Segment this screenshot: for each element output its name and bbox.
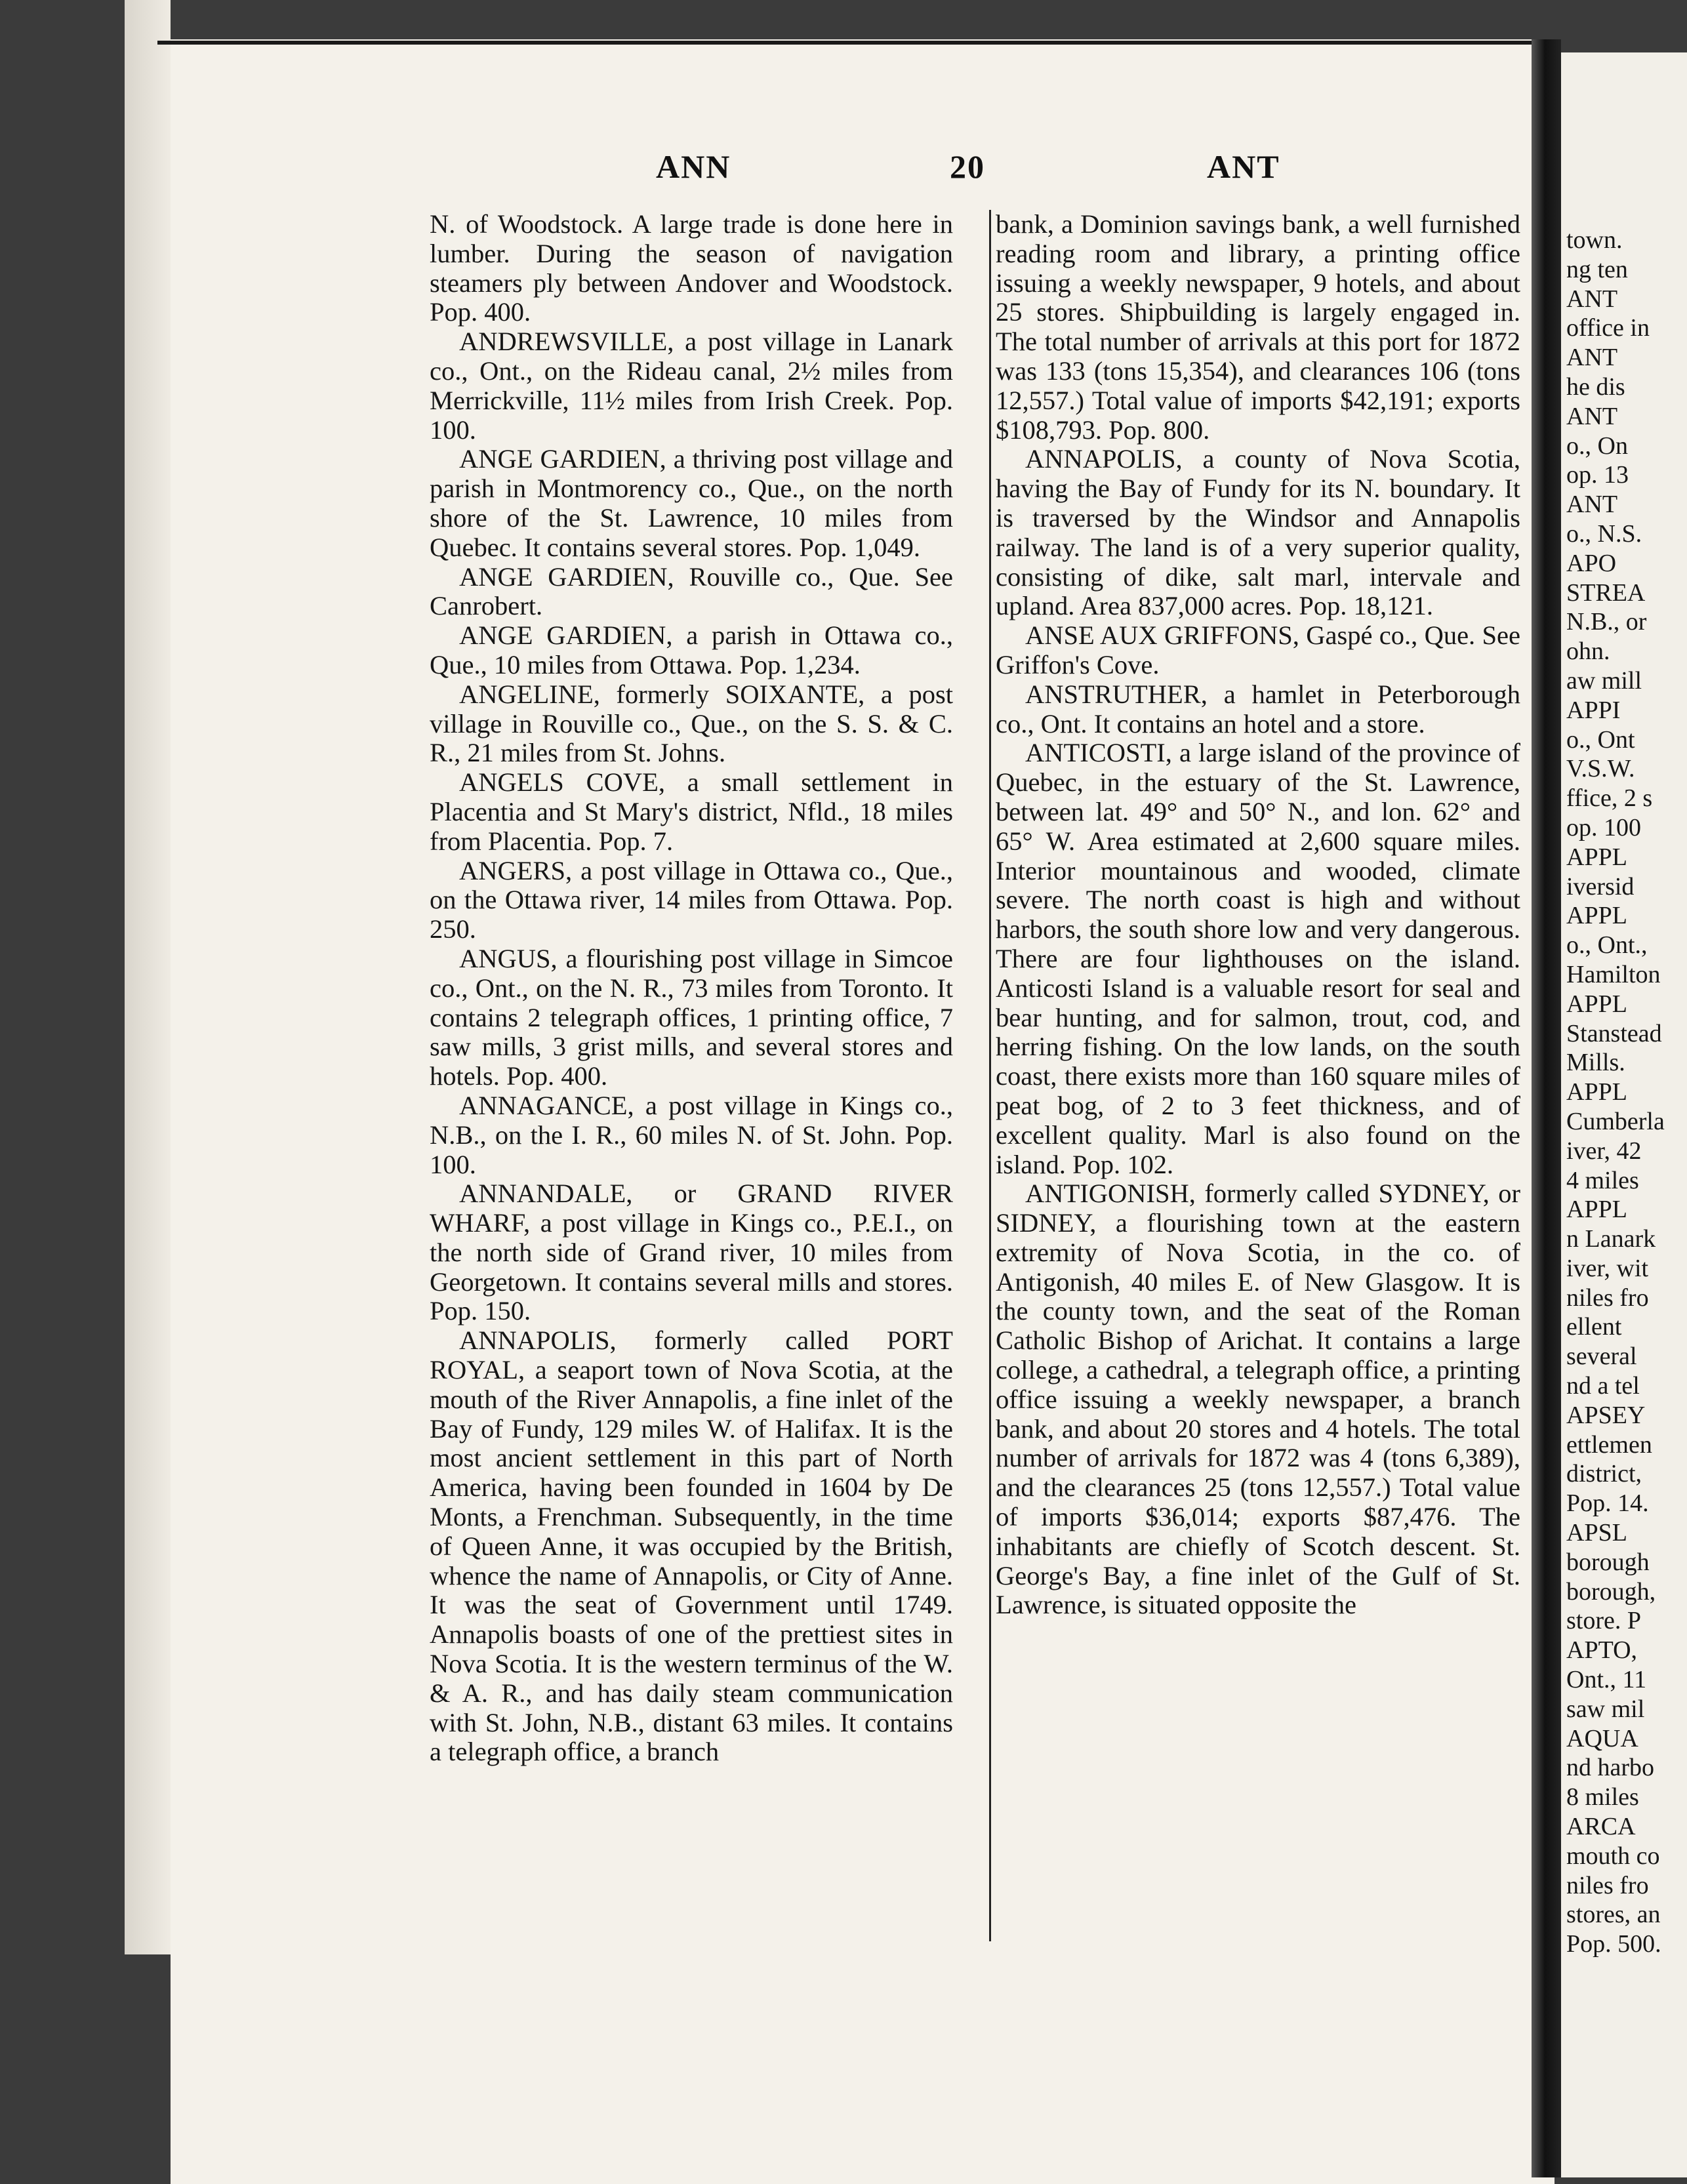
- next-page-fragment: ohn.: [1566, 637, 1610, 666]
- page-edge-shadow: [125, 0, 171, 1954]
- next-page-fragment: V.S.W.: [1566, 755, 1635, 783]
- gazetteer-entry: ANNANDALE, or GRAND RIVER WHARF, a post village in Kings co., P.E.I., on the north side of Grand river, 10 miles from Georgetown. It contains several mills and stores. Pop. 150.: [430, 1179, 953, 1326]
- next-page-fragment: op. 13: [1566, 461, 1629, 489]
- next-page-fragment: o., Ont.,: [1566, 931, 1648, 960]
- next-page-fragment: N.B., or: [1566, 608, 1647, 636]
- next-page-fragment: nd harbo: [1566, 1754, 1655, 1782]
- next-page-fragment: STREA: [1566, 578, 1646, 607]
- book-gutter-shadow: [1532, 39, 1561, 2177]
- running-head-left: ANN: [656, 148, 731, 185]
- next-page-fragment: Mills.: [1566, 1049, 1625, 1077]
- next-page-fragment: APSEY: [1566, 1401, 1646, 1429]
- gazetteer-entry: ANDREWSVILLE, a post village in Lanark co., Ont., on the Rideau canal, 2½ miles from Merrickville, 11½ miles from Irish Creek. Pop. 100.: [430, 327, 953, 445]
- gazetteer-entry: ANGERS, a post village in Ottawa co., Que., on the Ottawa river, 14 miles from Ottawa. Pop. 250.: [430, 855, 953, 944]
- next-page-fragment: iversid: [1566, 872, 1635, 900]
- gazetteer-entry: ANTICOSTI, a large island of the province of Quebec, in the estuary of the St. Lawrence, between lat. 49° and 50° N., and lon. 62° and 65° W. Area estimated at 2,600 square miles. Interior mountainous and wooded, climate severe. The north coast is high and without harbors, the south shore low and very dangerous. There are four lighthouses on the island. Anticosti Island is a valuable resort for seal and bear hunting, and for salmon, trout, cod, and herring fishing. On the low lands, on the south coast, there exists more than 160 square miles of peat bog, of 2 to 3 feet thickness, and of excellent quality. Marl is also found on the island. Pop. 102.: [996, 738, 1520, 1179]
- next-page-fragment: office in: [1566, 314, 1650, 342]
- next-page-fragment: several: [1566, 1343, 1637, 1371]
- next-page-fragment: ANT: [1566, 285, 1618, 313]
- running-head-right: ANT: [1207, 148, 1280, 185]
- next-page-fragment: APPL: [1566, 1078, 1627, 1106]
- gazetteer-entry: ANTIGONISH, formerly called SYDNEY, or SIDNEY, a flourishing town at the eastern extremity of Nova Scotia, in the co. of Antigonish, 40 miles E. of New Glasgow. It is the county town, and the seat of the Roman Catholic Bishop of Arichat. It contains a large college, a cathedral, a telegraph office, a printing office issuing a weekly newspaper, a branch bank, and about 20 stores and 4 hotels. The total number of arrivals for 1872 was 4 (tons 6,389), and the clearances 25 (tons 12,557.) Total value of imports $36,014; exports $87,476. The inhabitants are chiefly of Scotch descent. St. George's Bay, a fine inlet of the Gulf of St. Lawrence, is situated opposite the: [996, 1179, 1520, 1620]
- next-page-fragment: ellent: [1566, 1313, 1622, 1341]
- gazetteer-entry: ANGE GARDIEN, Rouville co., Que. See Canrobert.: [430, 561, 953, 621]
- next-page-fragment: ANT: [1566, 344, 1618, 372]
- next-page-fragment: ettlemen: [1566, 1430, 1652, 1459]
- next-page-fragment: Cumberla: [1566, 1107, 1665, 1135]
- next-page-fragment: n Lanark: [1566, 1225, 1656, 1253]
- next-page-fragment: 8 miles: [1566, 1783, 1639, 1811]
- next-page-fragments: [1566, 226, 1665, 1959]
- next-page-fragment: ANT: [1566, 402, 1618, 430]
- next-page-fragment: nd a tel: [1566, 1372, 1640, 1400]
- next-page-fragment: o., Ont: [1566, 725, 1635, 754]
- gazetteer-entry: ANNAPOLIS, formerly called PORT ROYAL, a seaport town of Nova Scotia, at the mouth of the River Annapolis, a fine inlet of the Bay of Fundy, 129 miles W. of Halifax. It is the most ancient settlement in this part of North America, having been founded in 1604 by De Monts, a Frenchman. Subsequently, in the time of Queen Anne, it was occupied by the British, whence the name of Annapolis, or City of Anne. It was the seat of Government until 1749. Annapolis boasts of one of the prettiest sites in Nova Scotia. It is the western terminus of the W. & A. R., and has daily steam communication with St. John, N.B., distant 63 miles. It contains a telegraph office, a branch: [430, 1325, 953, 1767]
- left-text-column: [430, 210, 953, 1767]
- page-number: 20: [950, 148, 985, 185]
- next-page-fragment: iver, wit: [1566, 1254, 1649, 1282]
- next-page-fragment: ANT: [1566, 491, 1618, 519]
- next-page-fragment: o., N.S.: [1566, 519, 1642, 548]
- next-page-fragment: iver, 42: [1566, 1137, 1642, 1165]
- next-page-fragment: APPL: [1566, 902, 1627, 930]
- next-page-fragment: Pop. 14.: [1566, 1489, 1649, 1518]
- top-edge-rule: [157, 41, 1561, 45]
- next-page-fragment: mouth co: [1566, 1842, 1660, 1870]
- next-page-fragment: APPL: [1566, 843, 1627, 871]
- gazetteer-entry: ANNAPOLIS, a county of Nova Scotia, having the Bay of Fundy for its N. boundary. It is traversed by the Windsor and Annapolis railway. The land is of a very superior quality, consisting of dike, salt marl, intervale and upland. Area 837,000 acres. Pop. 18,121.: [996, 444, 1520, 621]
- next-page-fragment: AQUA: [1566, 1724, 1638, 1752]
- gazetteer-entry: ANGUS, a flourishing post village in Simcoe co., Ont., on the N. R., 73 miles from Toronto. It contains 2 telegraph offices, 1 printing office, 7 saw mills, 3 grist mills, and several stores and hotels. Pop. 400.: [430, 943, 953, 1091]
- next-page-edge: [1561, 52, 1687, 2177]
- gazetteer-entry: ANGE GARDIEN, a thriving post village and parish in Montmorency co., Que., on the north shore of the St. Lawrence, 10 miles from Quebec. It contains several stores. Pop. 1,049.: [430, 444, 953, 562]
- next-page-fragment: borough,: [1566, 1577, 1656, 1606]
- gazetteer-entry: N. of Woodstock. A large trade is done here in lumber. During the season of navigation steamers ply between Andover and Woodstock. Pop. 400.: [430, 209, 953, 327]
- gazetteer-entry: ANGELINE, formerly SOIXANTE, a post village in Rouville co., Que., on the S. S. & C. R., 21 miles from St. Johns.: [430, 679, 953, 768]
- next-page-fragment: APSL: [1566, 1519, 1627, 1547]
- next-page-fragment: he dis: [1566, 373, 1625, 401]
- next-page-fragment: saw mil: [1566, 1695, 1645, 1723]
- next-page-fragment: APTO,: [1566, 1636, 1638, 1665]
- right-text-column: [996, 210, 1520, 1620]
- next-page-fragment: borough: [1566, 1548, 1650, 1576]
- next-page-fragment: stores, an: [1566, 1901, 1661, 1929]
- next-page-fragment: aw mill: [1566, 666, 1642, 695]
- gazetteer-entry: bank, a Dominion savings bank, a well furnished reading room and library, a printing office issuing a weekly newspaper, 9 hotels, and about 25 stores. Shipbuilding is largely engaged in. The total number of arrivals at this port for 1872 was 133 (tons 15,354), and clearances 106 (tons 12,557.) Total value of imports $42,191; exports $108,793. Pop. 800.: [996, 209, 1520, 445]
- next-page-fragment: Hamilton: [1566, 960, 1661, 988]
- next-page-fragment: APPI: [1566, 696, 1621, 724]
- gazetteer-entry: ANGE GARDIEN, a parish in Ottawa co., Que., 10 miles from Ottawa. Pop. 1,234.: [430, 620, 953, 679]
- next-page-fragment: Ont., 11: [1566, 1666, 1647, 1694]
- next-page-fragment: APPL: [1566, 990, 1627, 1018]
- gazetteer-entry: ANSE AUX GRIFFONS, Gaspé co., Que. See Griffon's Cove.: [996, 620, 1520, 679]
- next-page-fragment: APPL: [1566, 1196, 1627, 1224]
- next-page-fragment: ARCA: [1566, 1813, 1636, 1841]
- next-page-fragment: niles fro: [1566, 1871, 1649, 1899]
- next-page-fragment: 4 miles: [1566, 1166, 1639, 1194]
- next-page-fragment: niles fro: [1566, 1284, 1649, 1312]
- next-page-fragment: district,: [1566, 1460, 1642, 1488]
- gazetteer-entry: ANSTRUTHER, a hamlet in Peterborough co., Ont. It contains an hotel and a store.: [996, 679, 1520, 738]
- next-page-fragment: Pop. 500.: [1566, 1930, 1661, 1958]
- next-page-fragment: APO: [1566, 549, 1617, 577]
- gazetteer-entry: ANNAGANCE, a post village in Kings co., N.B., on the I. R., 60 miles N. of St. John. Pop. 100.: [430, 1090, 953, 1179]
- next-page-fragment: op. 100: [1566, 813, 1641, 841]
- next-page-fragment: Stanstead: [1566, 1019, 1662, 1047]
- next-page-fragment: o., On: [1566, 432, 1628, 460]
- next-page-fragment: store. P: [1566, 1607, 1641, 1635]
- gazetteer-entry: ANGELS COVE, a small settlement in Placentia and St Mary's district, Nfld., 18 miles from Placentia. Pop. 7.: [430, 767, 953, 856]
- column-divider: [989, 210, 991, 1941]
- next-page-fragment: ffice, 2 s: [1566, 784, 1653, 813]
- next-page-fragment: ng ten: [1566, 255, 1628, 283]
- next-page-fragment: town.: [1566, 226, 1623, 254]
